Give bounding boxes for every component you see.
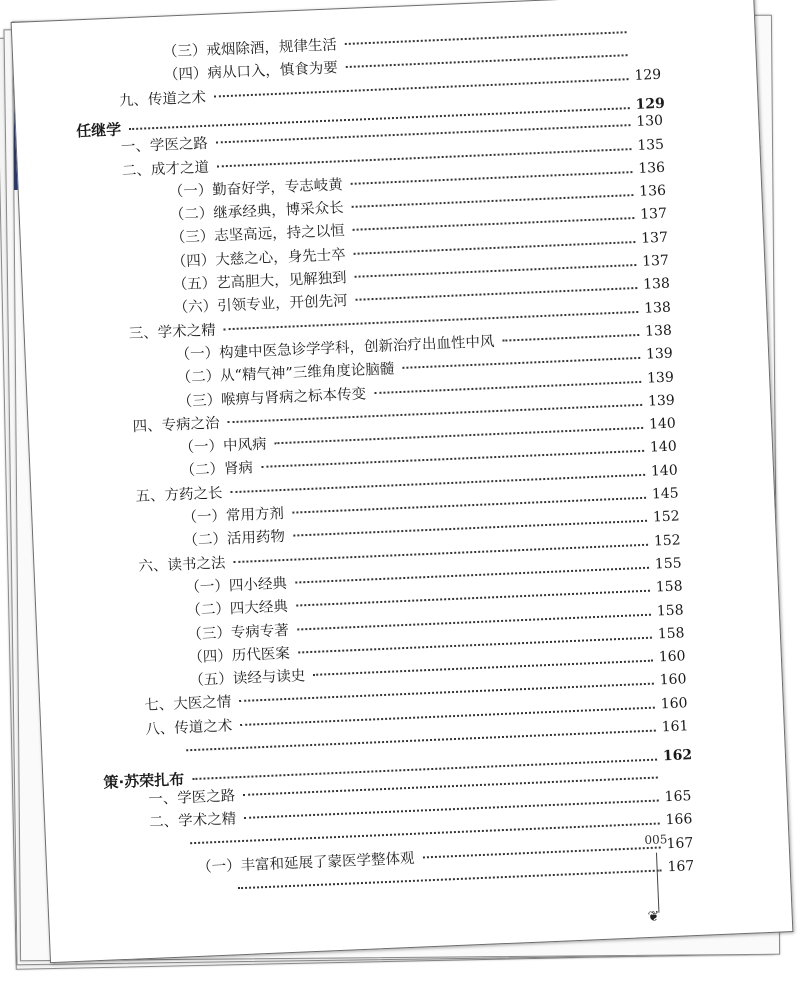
toc-page-number: 135: [636, 136, 665, 154]
toc-page-number: 138: [643, 299, 672, 317]
toc-page-number: 129: [634, 66, 662, 84]
toc-entry-title: 二、学术之精: [148, 811, 237, 831]
toc-page-number: 129: [635, 95, 666, 113]
toc-entry-title: （一）丰富和延展了蒙医学整体观: [196, 850, 415, 876]
toc-page-number: 152: [653, 531, 681, 550]
toc-page-number: 165: [664, 788, 692, 806]
toc-page-number: 136: [637, 159, 666, 177]
toc-page-number: 139: [646, 369, 675, 387]
toc-entry-title: （四）大慈之心，身先士卒: [171, 246, 346, 271]
toc-page: [11, 0, 794, 963]
toc-leader-dots: [313, 660, 653, 676]
toc-leader-dots: [351, 171, 633, 185]
toc-leader-dots: [346, 54, 628, 68]
toc-page-number: 162: [662, 747, 693, 765]
toc-page-number: 139: [647, 392, 676, 410]
toc-entry-title: （一）四小经典: [185, 575, 288, 597]
toc-entry-title: （一）中风病: [179, 436, 267, 457]
toc-page-number: 158: [657, 625, 685, 643]
toc-page-number: 167: [667, 857, 695, 876]
toc-leader-dots: [352, 194, 634, 208]
toc-page-number: 161: [661, 718, 689, 736]
toc-entry-title: （二）继承经典，博采众长: [169, 200, 345, 224]
toc-page-number: 137: [641, 252, 670, 270]
toc-leader-dots: [356, 287, 638, 301]
toc-page-number: 140: [649, 438, 678, 456]
toc-leader-dots: [292, 497, 646, 514]
toc-entry-title: 一、学医之路: [147, 787, 236, 808]
toc-entry-title: （一）常用方剂: [182, 505, 285, 527]
toc-entry-title: （五）读经与读史: [189, 668, 306, 690]
toc-page-number: 166: [665, 811, 693, 829]
toc-page-number: 139: [645, 345, 674, 363]
toc-leader-dots: [295, 567, 649, 584]
toc-leader-dots: [354, 241, 636, 255]
toc-page-number: 137: [639, 206, 668, 224]
toc-entry-title: （三）专病专著: [187, 622, 290, 643]
toc-entry-title: （二）从“精气神”三维角度论脑髓: [176, 361, 395, 387]
toc-entry-title: （二）四大经典: [186, 599, 289, 620]
toc-entry-title: 任继学: [75, 120, 122, 141]
toc-entry-title: 四、专病之治: [132, 415, 220, 436]
toc-page-number: 137: [640, 229, 669, 247]
toc-page-number: 167: [666, 834, 694, 852]
toc-page-number: 140: [648, 415, 677, 433]
toc-page-number: 138: [642, 275, 671, 294]
toc-leader-dots: [502, 334, 639, 342]
toc-leader-dots: [297, 613, 651, 630]
toc-page-number: 138: [644, 322, 673, 340]
toc-leader-dots: [293, 520, 647, 537]
toc-entry-title: 二、成才之道: [121, 159, 210, 179]
toc-leader-dots: [353, 217, 635, 231]
toc-entry-title: 策·苏荣扎布: [103, 770, 185, 793]
toc-entry-title: （三）喉痹与肾病之标本传变: [177, 385, 367, 410]
toc-entry-title: （五）艺高胆大，见解独到: [172, 270, 347, 294]
toc-page-number: 160: [659, 671, 687, 689]
toc-leader-dots: [345, 31, 627, 45]
toc-leader-dots: [402, 357, 640, 369]
toc-leader-dots: [423, 846, 661, 858]
toc-entry-title: （四）历代医案: [188, 645, 291, 666]
toc-page-number: 158: [656, 601, 684, 619]
toc-page-number: 152: [652, 508, 680, 526]
toc-leader-dots: [374, 380, 641, 393]
toc-entry-title: （六）引领专业，开创先河: [173, 293, 348, 317]
toc-page-number: 155: [654, 555, 682, 573]
toc-entry-title: 六、读书之法: [138, 555, 226, 575]
toc-entry-title: （一）勤奋好学，专志岐黄: [168, 177, 344, 201]
toc-page-number: 158: [655, 578, 683, 596]
toc-leader-dots: [298, 636, 652, 653]
toc-entry-title: （二）活用药物: [183, 529, 286, 550]
toc-leader-dots: [296, 590, 650, 607]
toc-entry-title: 一、学医之路: [120, 136, 209, 156]
toc-entry-title: （三）志坚高远，持之以恒: [170, 223, 346, 247]
toc-entry-title: 五、方药之长: [135, 485, 223, 505]
toc-page-number: 145: [651, 485, 680, 503]
toc-entry-title: （四）病从口入，慎食为要: [163, 60, 339, 84]
ornament-icon: ❦: [647, 908, 660, 926]
toc-entry-title: 三、学术之精: [128, 322, 217, 342]
toc-entry-title: （三）戒烟除酒，规律生活: [162, 37, 338, 61]
toc-entry-title: （一）构建中医急诊学学科，创新治疗出血性中风: [175, 333, 495, 364]
page-number: 005: [644, 832, 668, 848]
toc-entry-title: （二）肾病: [180, 460, 254, 480]
toc-page-number: 140: [650, 462, 679, 480]
toc-entry-title: 九、传道之术: [118, 89, 207, 110]
toc-entry-title: 七、大医之情: [144, 694, 232, 715]
toc-page-number: 136: [638, 182, 667, 200]
toc-page-number: 130: [636, 112, 664, 131]
toc-leader-dots: [355, 264, 637, 278]
toc-page-number: 160: [658, 648, 686, 666]
toc-page-number: 160: [660, 694, 688, 713]
toc-entry-title: 八、传道之术: [145, 718, 233, 738]
